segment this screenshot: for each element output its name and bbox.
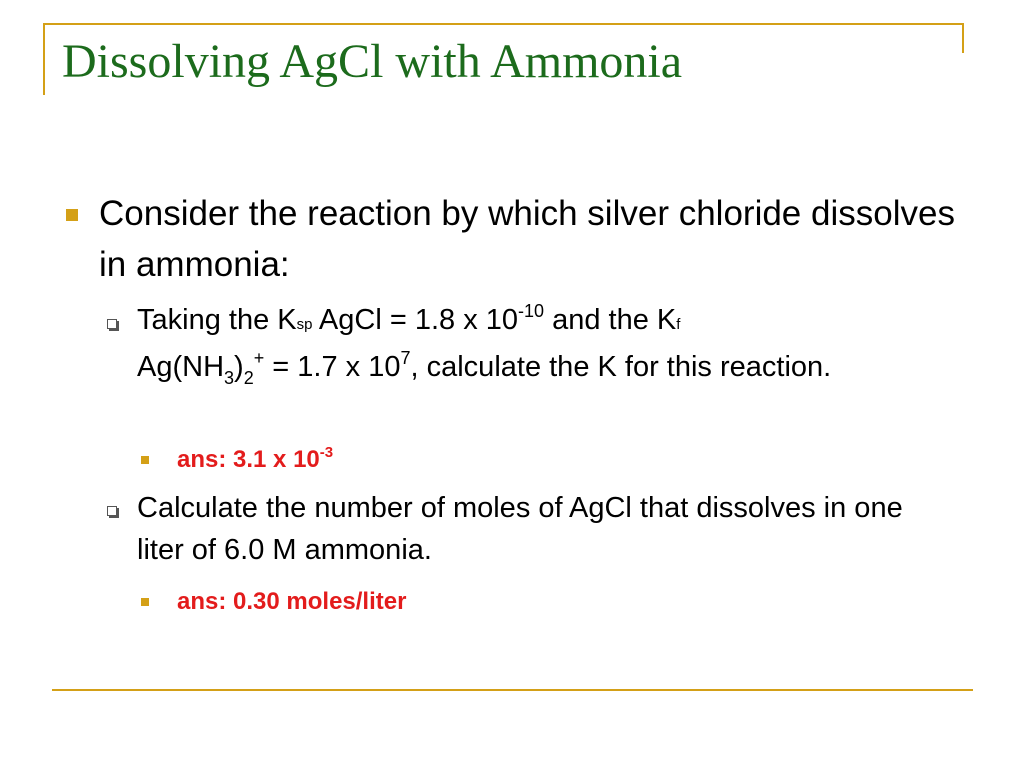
answer-exponent: -3 bbox=[319, 444, 334, 461]
square-bullet-icon bbox=[141, 456, 149, 464]
item-text-part: ) bbox=[234, 351, 244, 383]
answer-2: ans: 0.30 moles/liter bbox=[177, 588, 407, 615]
ksp-exponent: -10 bbox=[518, 301, 545, 321]
ksp-subscript: sp bbox=[296, 316, 313, 333]
hollow-square-bullet-icon bbox=[107, 506, 117, 516]
item-text-part: , calculate the K for this reaction. bbox=[410, 351, 832, 383]
answer-1 bbox=[177, 445, 333, 475]
item-text-part: = 1.7 x 10 bbox=[264, 351, 401, 383]
frame-top-line bbox=[43, 23, 964, 25]
item-text-part: and the K bbox=[544, 304, 677, 336]
item-text-part: Taking the K bbox=[137, 304, 297, 336]
frame-bottom-line bbox=[52, 689, 973, 691]
kf-subscript: f bbox=[676, 316, 681, 333]
hollow-square-bullet-icon bbox=[107, 319, 117, 329]
sub-bullet-ksp-kf bbox=[137, 299, 937, 388]
complex-subscript: 2 bbox=[243, 368, 254, 388]
frame-left-line bbox=[43, 23, 45, 95]
item-text-part: Ag(NH bbox=[137, 351, 225, 383]
frame-right-line bbox=[962, 23, 964, 53]
item-text-part: AgCl = 1.8 x 10 bbox=[312, 304, 519, 336]
charge-superscript: + bbox=[253, 348, 265, 368]
answer-text: ans: 3.1 x 10 bbox=[177, 446, 320, 473]
bullet-text: Consider the reaction by which silver chloride dissolves in ammonia: bbox=[99, 194, 955, 284]
square-bullet-icon bbox=[141, 598, 149, 606]
sub-bullet-moles: Calculate the number of moles of AgCl that dissolves in one liter of 6.0 M ammonia. bbox=[137, 492, 903, 566]
kf-exponent: 7 bbox=[400, 348, 411, 368]
square-bullet-icon bbox=[66, 209, 78, 221]
nh3-subscript: 3 bbox=[224, 368, 235, 388]
slide-title: Dissolving AgCl with Ammonia bbox=[62, 35, 683, 88]
